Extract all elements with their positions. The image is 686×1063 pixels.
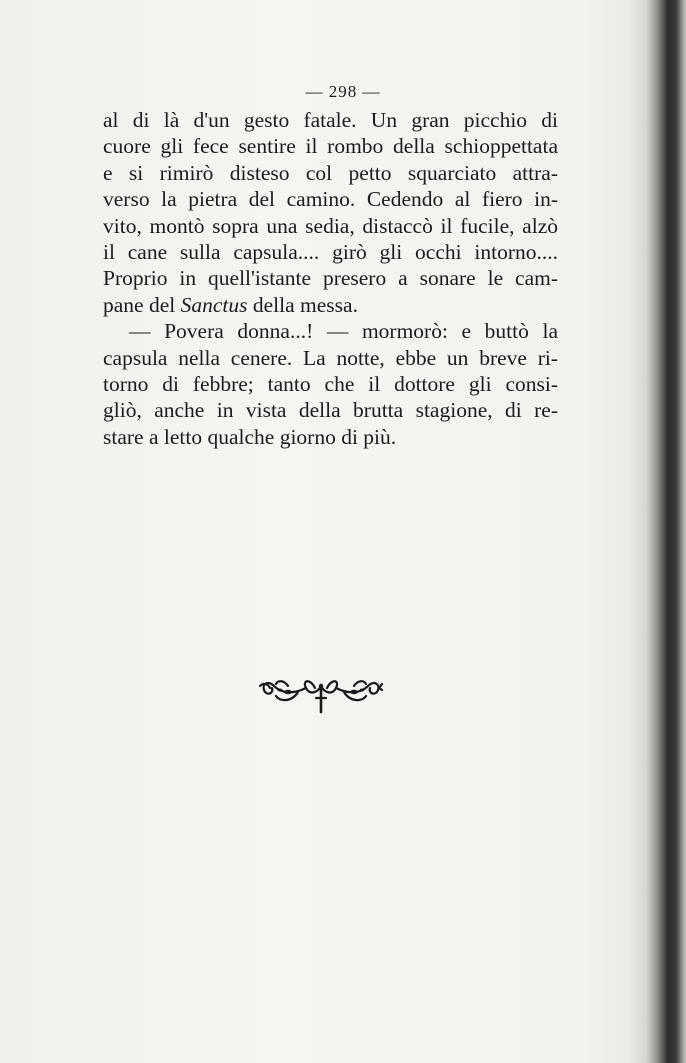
body-text	[103, 107, 558, 450]
text-line: torno di febbre; tanto che il dottore gli consi-	[103, 372, 558, 397]
text-line-with-italic	[103, 292, 558, 318]
text-line: capsula nella cenere. La notte, ebbe un breve ri-	[103, 345, 558, 370]
floral-tailpiece-ornament-icon	[258, 668, 384, 718]
text-line: il cane sulla capsula.... girò gli occhi intorno....	[103, 240, 558, 265]
text-line: — Povera donna...! — mormorò: e buttò la	[129, 319, 558, 344]
text-line: al di là d'un gesto fatale. Un gran picchio di	[103, 108, 558, 132]
text-fragment: pane del	[103, 292, 176, 317]
text-line: cuore gli fece sentire il rombo della schioppettata	[103, 134, 558, 159]
text-line: vito, montò sopra una sedia, distaccò il fucile, alzò	[103, 213, 558, 238]
text-line: e si rimirò disteso col petto squarciato attra-	[103, 160, 558, 185]
italic-word: Sanctus	[180, 292, 248, 317]
text-fragment: della messa.	[252, 292, 358, 317]
book-spine-edge	[646, 0, 686, 1063]
text-line: verso la pietra del camino. Cedendo al fiero in-	[103, 187, 558, 212]
text-line: Proprio in quell'istante presero a sonare le cam-	[103, 266, 558, 291]
gutter-shadow	[628, 0, 646, 1063]
text-line: gliò, anche in vista della brutta stagione, di re-	[103, 398, 558, 423]
text-line: stare a letto qualche giorno di più.	[103, 424, 397, 449]
page-number: — 298 —	[305, 82, 381, 101]
